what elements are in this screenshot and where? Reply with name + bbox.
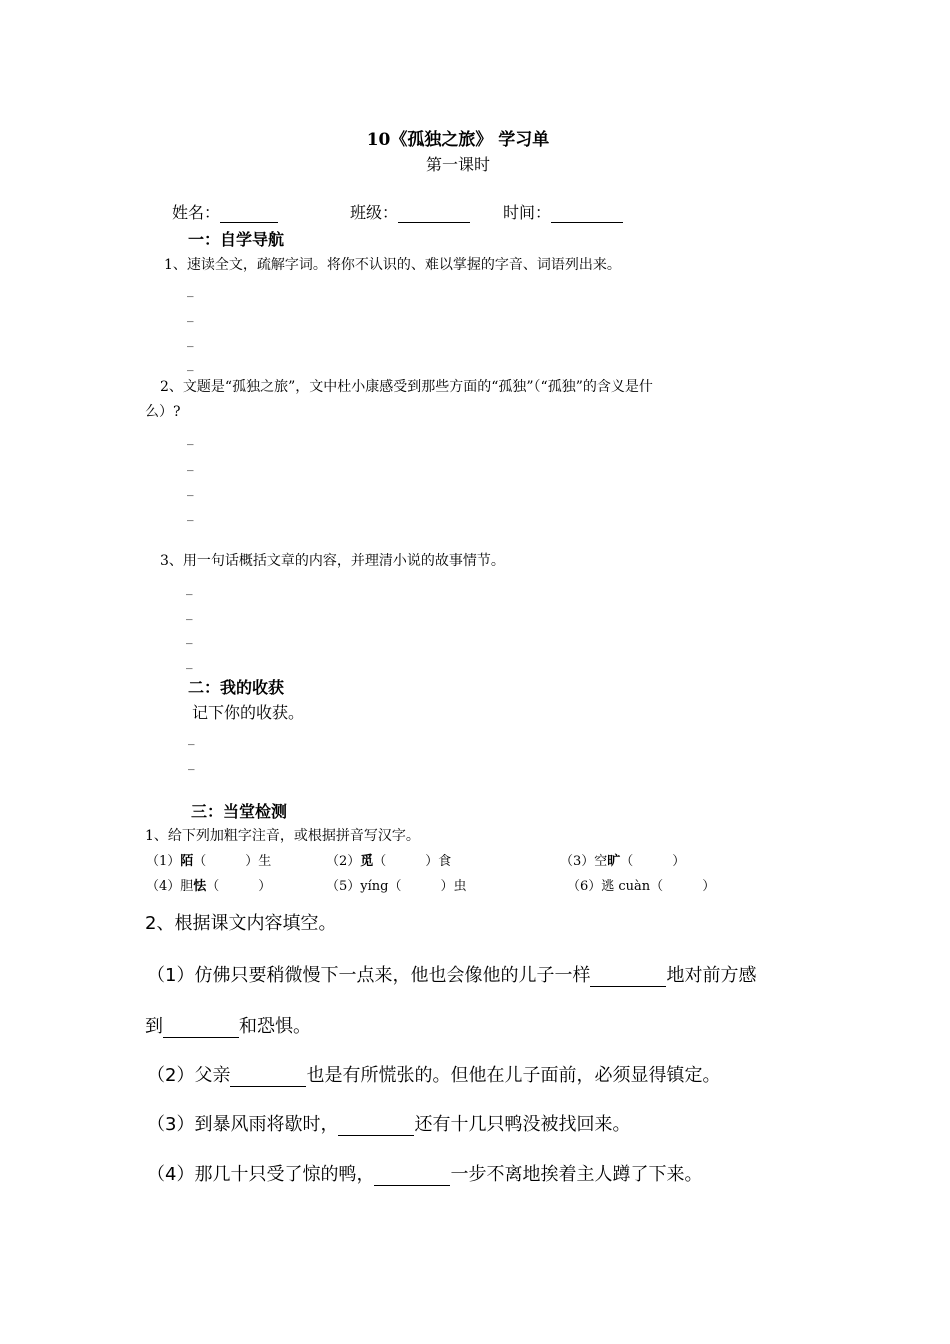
question-2-line-1: 2、文题是“孤独之旅”，文中杜小康感受到那些方面的“孤独”（“孤独”的含义是什	[160, 379, 653, 395]
pinyin-item-5[interactable]	[326, 875, 466, 894]
fill-text: 一步不离地挨着主人蹲了下来。	[450, 1164, 703, 1185]
time-field[interactable]	[503, 200, 623, 223]
fill-blank[interactable]	[230, 1068, 306, 1087]
time-blank[interactable]	[551, 206, 623, 223]
bold-char: 旷	[607, 854, 621, 869]
fill-blank[interactable]	[163, 1019, 239, 1038]
fill-blank[interactable]	[374, 1167, 450, 1186]
pinyin-item-3[interactable]	[560, 850, 685, 869]
item-suffix: （ ）生	[193, 854, 272, 869]
pinyin-item-6[interactable]	[567, 875, 715, 894]
item-prefix: （2）	[326, 854, 361, 869]
section-title-self-study: 一：自学导航	[188, 230, 285, 249]
fill-item-4[interactable]	[147, 1160, 702, 1186]
item-prefix: （5）yíng（	[326, 879, 402, 894]
pinyin-item-4[interactable]	[146, 875, 271, 894]
fill-item-3[interactable]	[147, 1110, 630, 1136]
harvest-instruction: 记下你的收获。	[192, 703, 305, 722]
question-1: 1、速读全文，疏解字词。将你不认识的、难以掌握的字音、词语列出来。	[164, 257, 621, 273]
fill-text: 还有十几只鸭没被找回来。	[414, 1114, 631, 1135]
item-prefix: （4）胆	[146, 879, 194, 894]
name-blank[interactable]	[220, 206, 278, 223]
answer-line[interactable]: _	[186, 655, 193, 670]
answer-line[interactable]: _	[187, 283, 194, 298]
fill-item-2[interactable]	[147, 1061, 720, 1087]
answer-line[interactable]: _	[187, 457, 194, 472]
fill-blank[interactable]	[338, 1117, 414, 1136]
item-suffix: （ ）	[206, 879, 272, 894]
fill-blank[interactable]	[590, 968, 666, 987]
pinyin-item-1[interactable]	[146, 850, 271, 869]
fill-text: （2）父亲	[147, 1065, 231, 1086]
answer-line[interactable]: _	[187, 507, 194, 522]
answer-line[interactable]: _	[187, 333, 194, 348]
fill-text: 到	[145, 1016, 163, 1037]
pinyin-item-2[interactable]	[326, 850, 451, 869]
test-question-2: 2、根据课文内容填空。	[145, 913, 337, 934]
test-question-1: 1、给下列加粗字注音，或根据拼音写汉字。	[145, 828, 420, 844]
fill-item-1[interactable]	[147, 961, 756, 987]
item-prefix: （3）空	[560, 854, 608, 869]
item-suffix: （ ）食	[373, 854, 452, 869]
fill-item-1-cont[interactable]	[145, 1012, 311, 1038]
answer-line[interactable]: _	[186, 630, 193, 645]
time-label: 时间：	[503, 203, 552, 222]
item-prefix: （6）逃 cuàn（	[567, 879, 664, 894]
fill-text: （3）到暴风雨将歇时，	[147, 1114, 339, 1135]
answer-line[interactable]: _	[187, 431, 194, 446]
item-prefix: （1）	[146, 854, 181, 869]
fill-text: （1）仿佛只要稍微慢下一点来，他也会像他的儿子一样	[147, 965, 591, 986]
answer-line[interactable]: _	[187, 357, 194, 372]
answer-line[interactable]: _	[188, 756, 195, 771]
name-label: 姓名：	[172, 203, 221, 222]
fill-text: 地对前方感	[666, 965, 757, 986]
question-2-line-2: 么）?	[145, 404, 181, 420]
fill-text: （4）那几十只受了惊的鸭，	[147, 1164, 375, 1185]
fill-text: 和恐惧。	[239, 1016, 311, 1037]
item-suffix: ）虫	[401, 879, 467, 894]
answer-line[interactable]: _	[187, 308, 194, 323]
answer-line[interactable]: _	[186, 581, 193, 596]
bold-char: 陌	[180, 854, 194, 869]
class-label: 班级：	[350, 203, 399, 222]
page-title: 10《孤独之旅》 学习单	[366, 130, 550, 150]
class-blank[interactable]	[398, 206, 470, 223]
question-3: 3、用一句话概括文章的内容，并理清小说的故事情节。	[160, 553, 505, 569]
section-title-harvest: 二：我的收获	[188, 678, 285, 697]
page-subtitle: 第一课时	[425, 155, 490, 174]
bold-char: 怯	[193, 879, 207, 894]
item-suffix: ）	[663, 879, 716, 894]
bold-char: 觅	[360, 854, 374, 869]
class-field[interactable]	[350, 200, 470, 223]
answer-line[interactable]: _	[186, 606, 193, 621]
section-title-test: 三：当堂检测	[191, 802, 288, 821]
name-field[interactable]	[172, 200, 278, 223]
answer-line[interactable]: _	[188, 731, 195, 746]
answer-line[interactable]: _	[187, 482, 194, 497]
item-suffix: （ ）	[620, 854, 686, 869]
fill-text: 也是有所慌张的。但他在儿子面前，必须显得镇定。	[306, 1065, 721, 1086]
